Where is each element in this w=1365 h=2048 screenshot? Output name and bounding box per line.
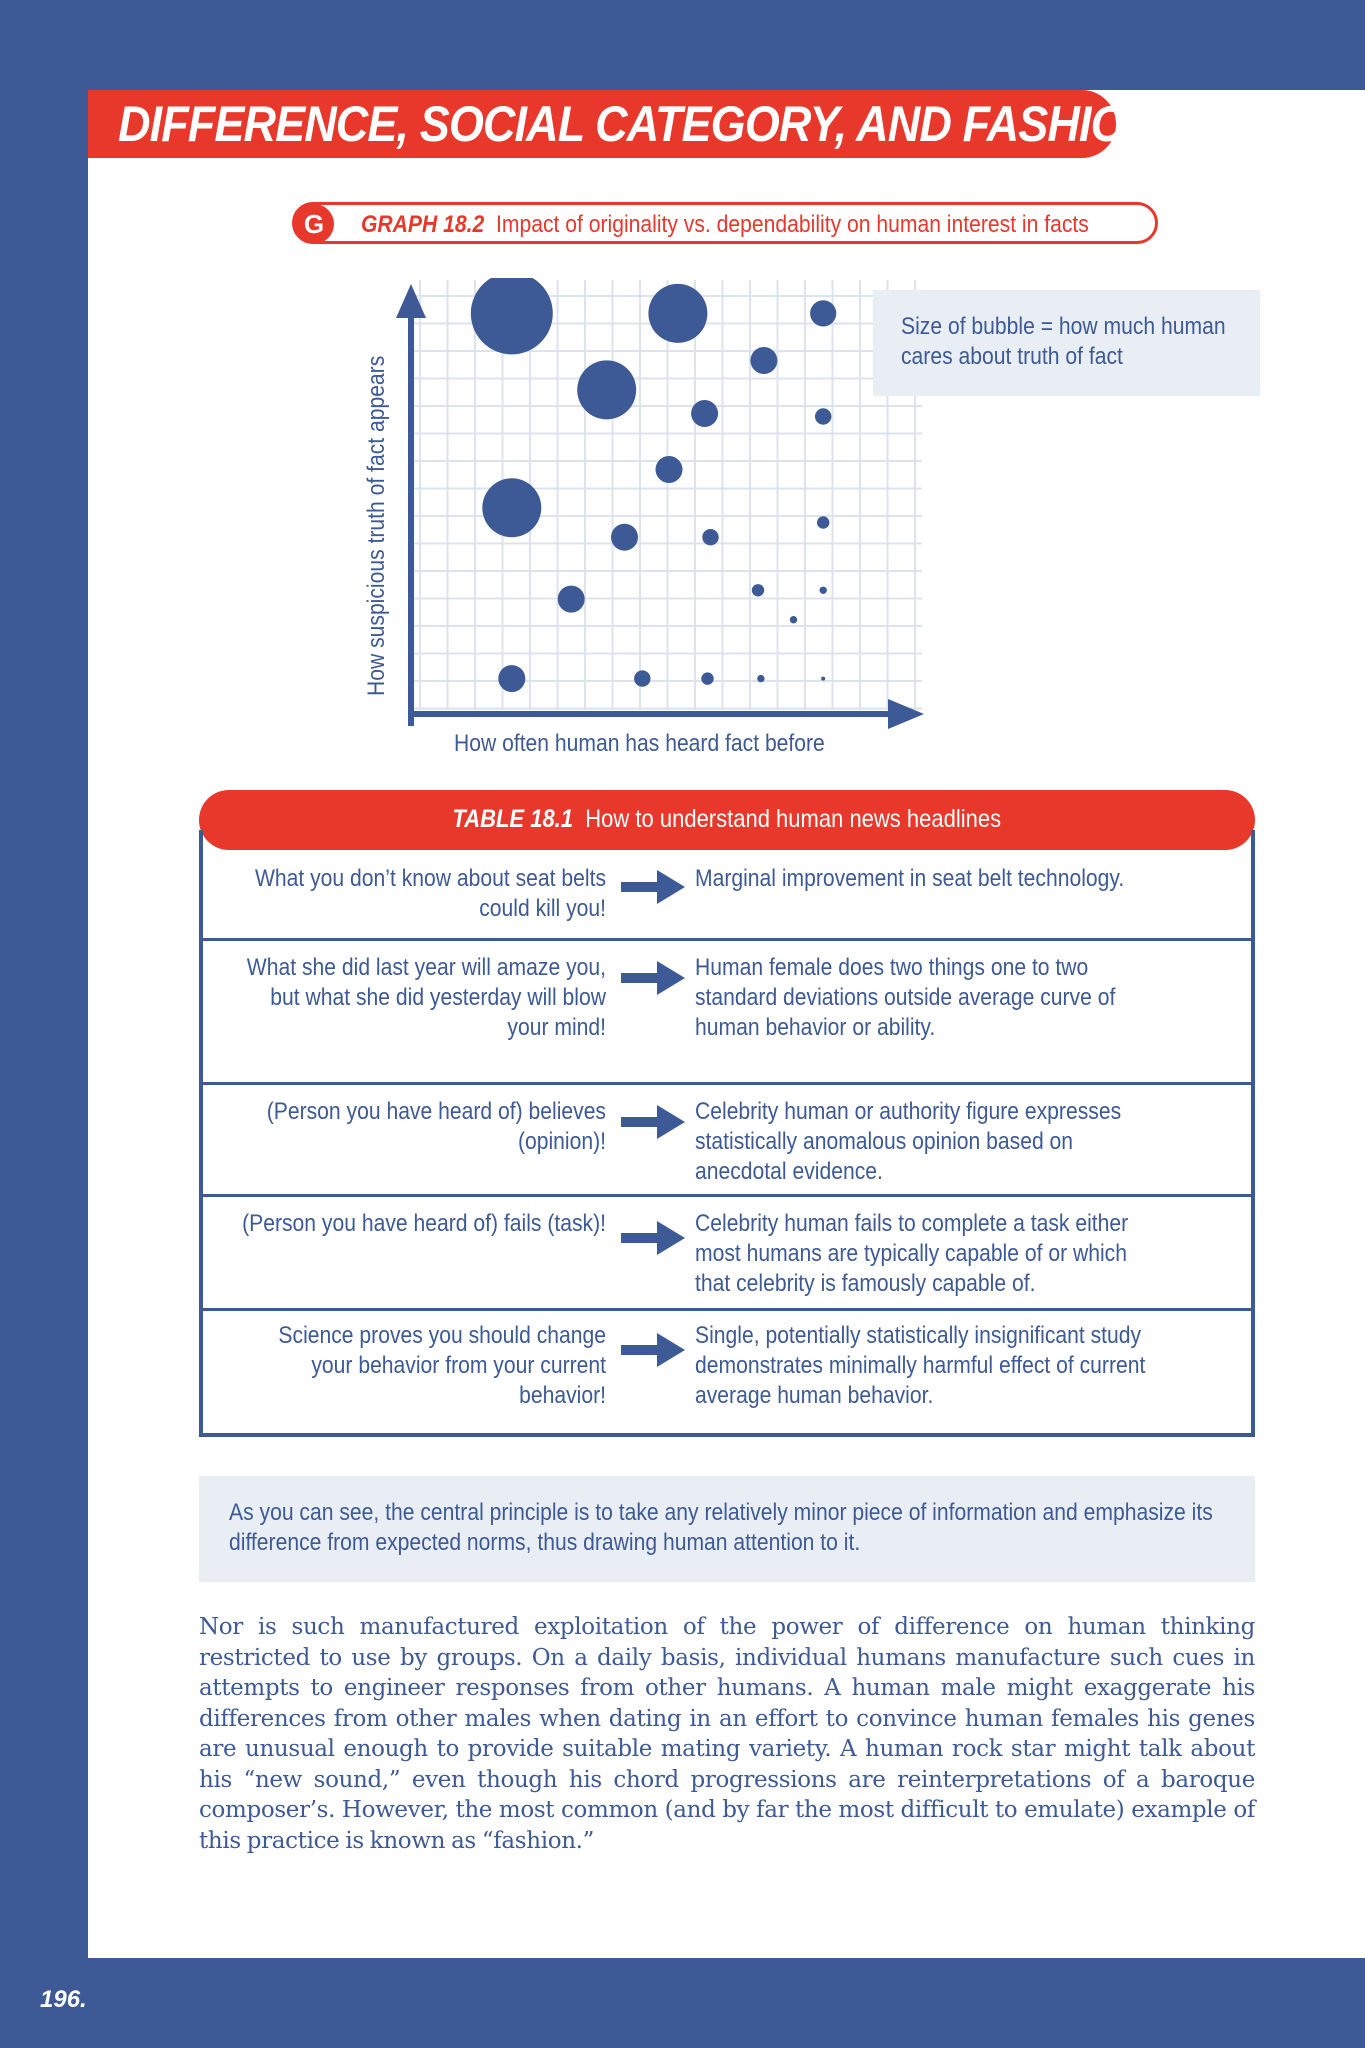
table-row [203, 938, 1251, 1082]
graph-caption [361, 211, 1089, 239]
bubble-point [656, 456, 683, 483]
bubble-point [701, 672, 713, 684]
graph-caption-text: Impact of originality vs. dependability on human interest in facts [495, 211, 1089, 238]
arrow-right-icon [621, 1221, 685, 1255]
arrow-right-icon [621, 961, 685, 995]
row-meaning: Celebrity human fails to complete a task either most humans are typically capable of or which that celebrity is famously capable of. [695, 1210, 1129, 1297]
chapter-title: DIFFERENCE, SOCIAL CATEGORY, AND FASHION [118, 96, 1157, 152]
bubble-point [702, 529, 718, 545]
row-headline: What she did last year will amaze you, but what she did yesterday will blow your mind! [246, 954, 607, 1041]
bubble-size-legend [873, 290, 1260, 396]
bubble-point [498, 665, 525, 692]
row-meaning: Celebrity human or authority figure expresses statistically anomalous opinion based on anecdotal evidence. [695, 1098, 1122, 1185]
bubble-point [471, 278, 553, 354]
bubble-point [611, 524, 638, 551]
bubble-point [757, 675, 764, 682]
arrow-right-icon [621, 1105, 685, 1139]
table-row [203, 1194, 1251, 1308]
y-axis-label: How suspicious truth of fact appears [362, 355, 390, 696]
x-axis-arrowhead [888, 699, 924, 729]
bubble-point [558, 586, 585, 613]
table-label: TABLE 18.1 [452, 805, 574, 833]
x-axis-label: How often human has heard fact before [454, 729, 825, 757]
bubble-point [752, 584, 764, 596]
legend-text: Size of bubble = how much human cares about truth of fact [901, 313, 1226, 370]
bubble-point [691, 400, 718, 427]
table-caption-text: How to understand human news headlines [585, 805, 1002, 833]
row-headline: Science proves you should change your behavior from your current behavior! [278, 1322, 606, 1409]
page-number: 196. [40, 1986, 87, 2013]
graph-caption-box [292, 202, 1158, 244]
row-meaning: Single, potentially statistically insignificant study demonstrates minimally harmful effect of current average human behavior. [695, 1322, 1146, 1409]
y-axis-arrowhead [396, 284, 426, 318]
table-row [203, 1308, 1251, 1433]
arrow-right-icon [621, 870, 685, 904]
bubble-chart [350, 278, 930, 768]
bubble-point [821, 677, 825, 681]
bubble-point [815, 408, 831, 424]
bubble-point [790, 616, 797, 623]
graph-badge-icon: G [294, 204, 334, 244]
footer-bar [0, 1958, 1365, 2048]
table-row [203, 830, 1251, 938]
bubble-point [634, 670, 650, 686]
row-headline: (Person you have heard of) fails (task)! [242, 1210, 606, 1237]
body-paragraph: Nor is such manufactured exploitation of the power of difference on human thinking restricted to use by groups. On a daily basis, individual humans manufacture such cues in attempts to engineer responses from other humans. A human male might exaggerate his differences from other males when dating in an effort to convince human females his genes are unusual enough to provide suitable mating variety. A human rock star might talk about his “new sound,” even though his chord progressions are reinterpretations of a baroque composer’s. However, the most common (and by far the most difficult to emulate) example of this practice is known as “fashion.” [199, 1614, 1255, 1854]
bubble-point [810, 300, 836, 326]
row-meaning: Human female does two things one to two standard deviations outside average curve of human behavior or ability. [695, 954, 1116, 1041]
bubble-point [817, 516, 829, 528]
row-meaning: Marginal improvement in seat belt technology. [695, 865, 1125, 892]
bubble-point [648, 284, 707, 343]
graph-label: GRAPH 18.2 [361, 211, 485, 238]
arrow-right-icon [621, 1333, 685, 1367]
chart-bubbles [471, 278, 837, 692]
row-headline: What you don’t know about seat belts could kill you! [254, 865, 606, 922]
note-box [199, 1476, 1255, 1582]
bubble-point [577, 360, 636, 419]
table-row [203, 1082, 1251, 1194]
headline-table [199, 830, 1255, 1437]
bubble-point [820, 587, 827, 594]
bubble-point [482, 478, 541, 537]
bubble-point [750, 347, 777, 374]
note-text: As you can see, the central principle is to take any relatively minor piece of information and emphasize its difference from expected norms, thus drawing human attention to it. [229, 1499, 1213, 1556]
row-headline: (Person you have heard of) believes (opinion)! [266, 1098, 606, 1155]
